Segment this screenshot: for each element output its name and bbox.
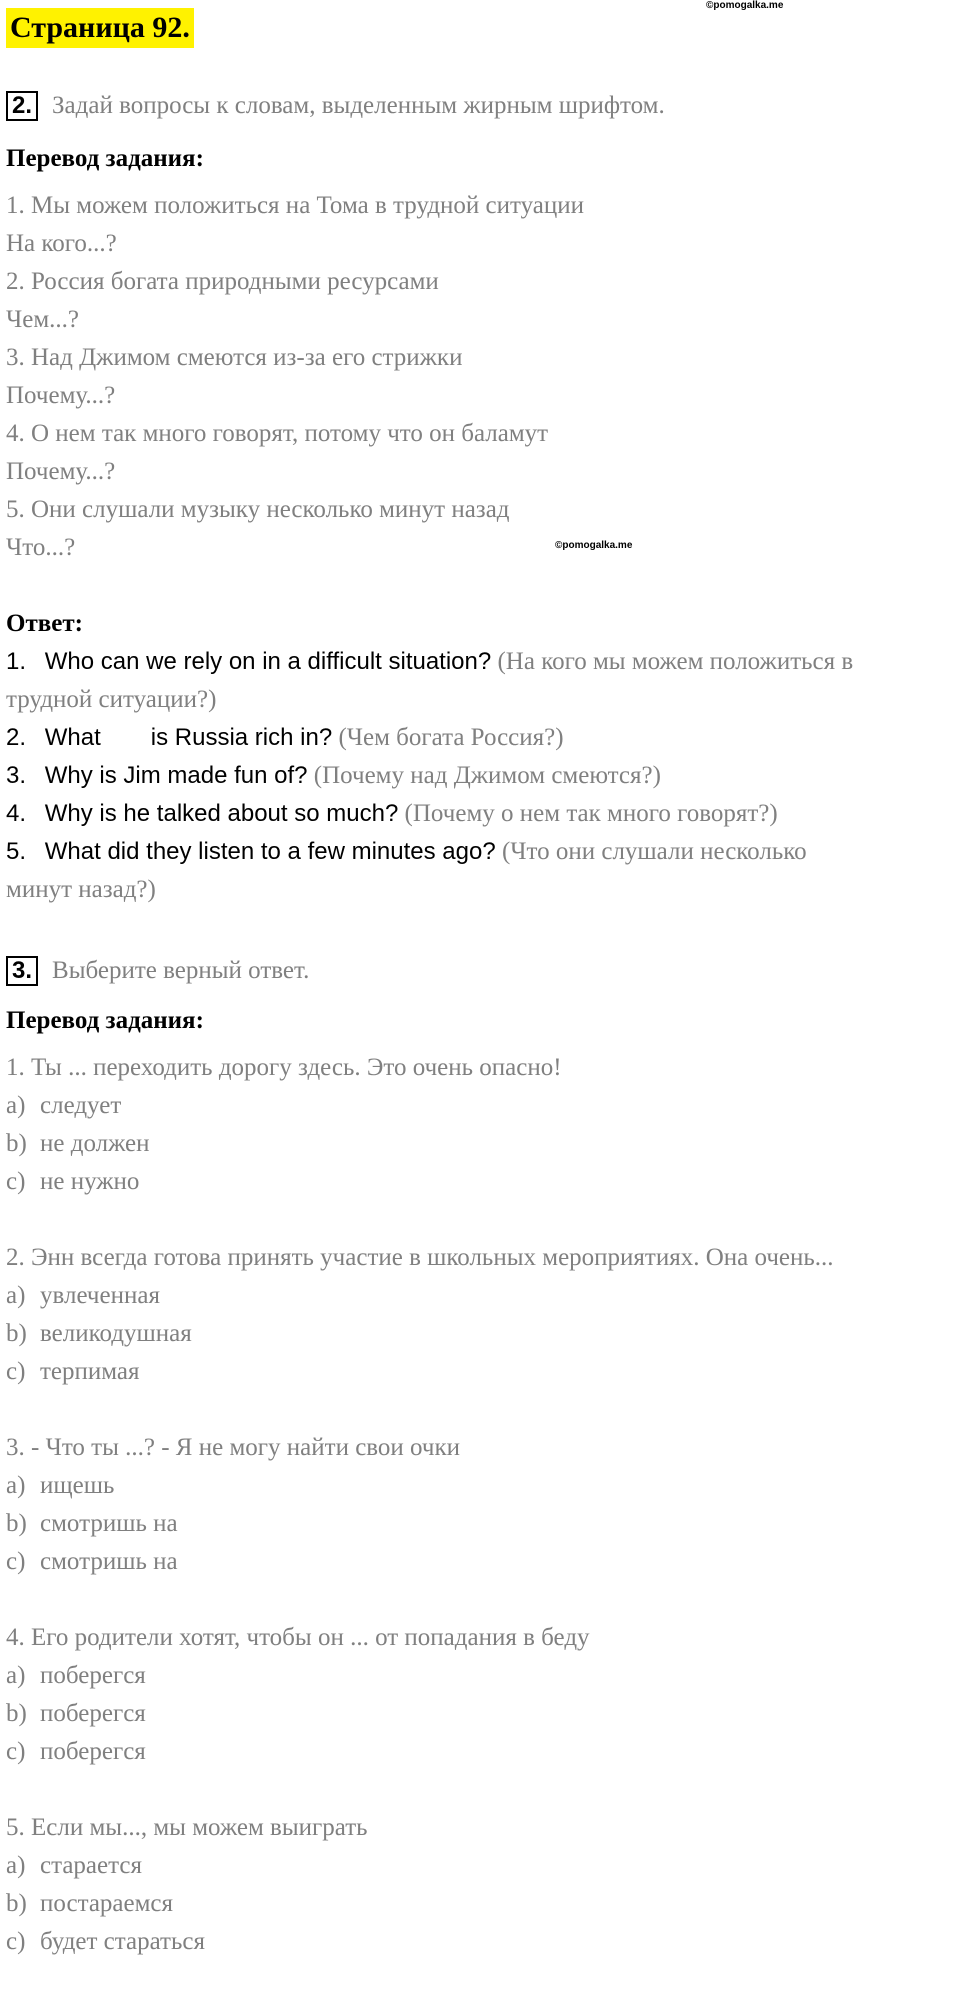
- answer-number: 2.: [6, 724, 27, 751]
- task2-header: [6, 90, 665, 122]
- answer-number: 1.: [6, 648, 27, 675]
- answer-number: 4.: [6, 800, 27, 827]
- answer-item: [6, 722, 564, 754]
- answer-english: Why is he talked about so much?: [44, 800, 399, 827]
- task2-line: 1. Мы можем положиться на Тома в трудной ситуации: [6, 192, 585, 219]
- task-number-badge: 3.: [6, 956, 38, 986]
- answer-heading: Ответ:: [6, 610, 83, 637]
- option-item: a) увлеченная: [6, 1282, 160, 1309]
- option-item: a) ищешь: [6, 1472, 115, 1499]
- option-item: c) поберегся: [6, 1738, 146, 1765]
- watermark: ©pomogalka.me: [706, 0, 784, 11]
- option-item: c) не нужно: [6, 1168, 140, 1195]
- option-item: b) великодушная: [6, 1320, 192, 1347]
- task2-line: Чем...?: [6, 306, 80, 333]
- answer-item: [6, 760, 661, 792]
- task2-line: Почему...?: [6, 382, 116, 409]
- answer-english: Why is Jim made fun of?: [44, 762, 308, 789]
- answer-number: 5.: [6, 838, 27, 865]
- option-item: c) терпимая: [6, 1358, 140, 1385]
- page-title: Страница 92.: [6, 8, 194, 48]
- question-text: 5. Если мы..., мы можем выиграть: [6, 1814, 368, 1841]
- task3-translation-heading: Перевод задания:: [6, 1007, 204, 1034]
- answer-item: [6, 836, 807, 868]
- option-item: b) постараемся: [6, 1890, 174, 1917]
- task3-header: [6, 955, 309, 987]
- option-item: b) не должен: [6, 1130, 150, 1157]
- task2-line: 3. Над Джимом смеются из-за его стрижки: [6, 344, 463, 371]
- task2-line: 2. Россия богата природными ресурсами: [6, 268, 439, 295]
- option-item: a) следует: [6, 1092, 122, 1119]
- task2-line: На кого...?: [6, 230, 117, 257]
- task2-translation-heading: Перевод задания:: [6, 145, 204, 172]
- answer-number: 3.: [6, 762, 27, 789]
- option-item: a) поберегся: [6, 1662, 146, 1689]
- answer-russian: (Почему о нем так много говорят?): [404, 800, 778, 827]
- answer-continuation: трудной ситуации?): [6, 686, 217, 713]
- task-number-badge: 2.: [6, 91, 38, 121]
- option-item: c) смотришь на: [6, 1548, 178, 1575]
- question-text: 1. Ты ... переходить дорогу здесь. Это очень опасно!: [6, 1054, 562, 1081]
- answer-english: is Russia rich in?: [150, 724, 333, 751]
- option-item: a) старается: [6, 1852, 142, 1879]
- option-item: b) смотришь на: [6, 1510, 178, 1537]
- question-text: 2. Энн всегда готова принять участие в школьных мероприятиях. Она очень...: [6, 1244, 834, 1271]
- answer-russian: (Чем богата Россия?): [338, 724, 564, 751]
- task2-line: Почему...?: [6, 458, 116, 485]
- task3-instruction: Выберите верный ответ.: [52, 957, 310, 984]
- task2-line: 5. Они слушали музыку несколько минут назад: [6, 496, 510, 523]
- task2-line: Что...?: [6, 534, 76, 561]
- answer-russian: (Почему над Джимом смеются?): [313, 762, 661, 789]
- option-item: c) будет стараться: [6, 1928, 205, 1955]
- task2-instruction: Задай вопросы к словам, выделенным жирным шрифтом.: [52, 92, 665, 119]
- answer-item: [6, 798, 778, 830]
- question-text: 4. Его родители хотят, чтобы он ... от попадания в беду: [6, 1624, 590, 1651]
- answer-russian: (На кого мы можем положиться в: [497, 648, 854, 675]
- option-item: b) поберегся: [6, 1700, 146, 1727]
- answer-english: What did they listen to a few minutes ago?: [44, 838, 496, 865]
- answer-english: Who can we rely on in a difficult situation?: [44, 648, 492, 675]
- question-text: 3. - Что ты ...? - Я не могу найти свои очки: [6, 1434, 461, 1461]
- answer-english: What: [44, 724, 101, 751]
- answer-item: [6, 646, 853, 678]
- watermark: ©pomogalka.me: [555, 540, 633, 551]
- answer-russian: (Что они слушали несколько: [501, 838, 807, 865]
- task2-line: 4. О нем так много говорят, потому что он баламут: [6, 420, 549, 447]
- answer-continuation: минут назад?): [6, 876, 156, 903]
